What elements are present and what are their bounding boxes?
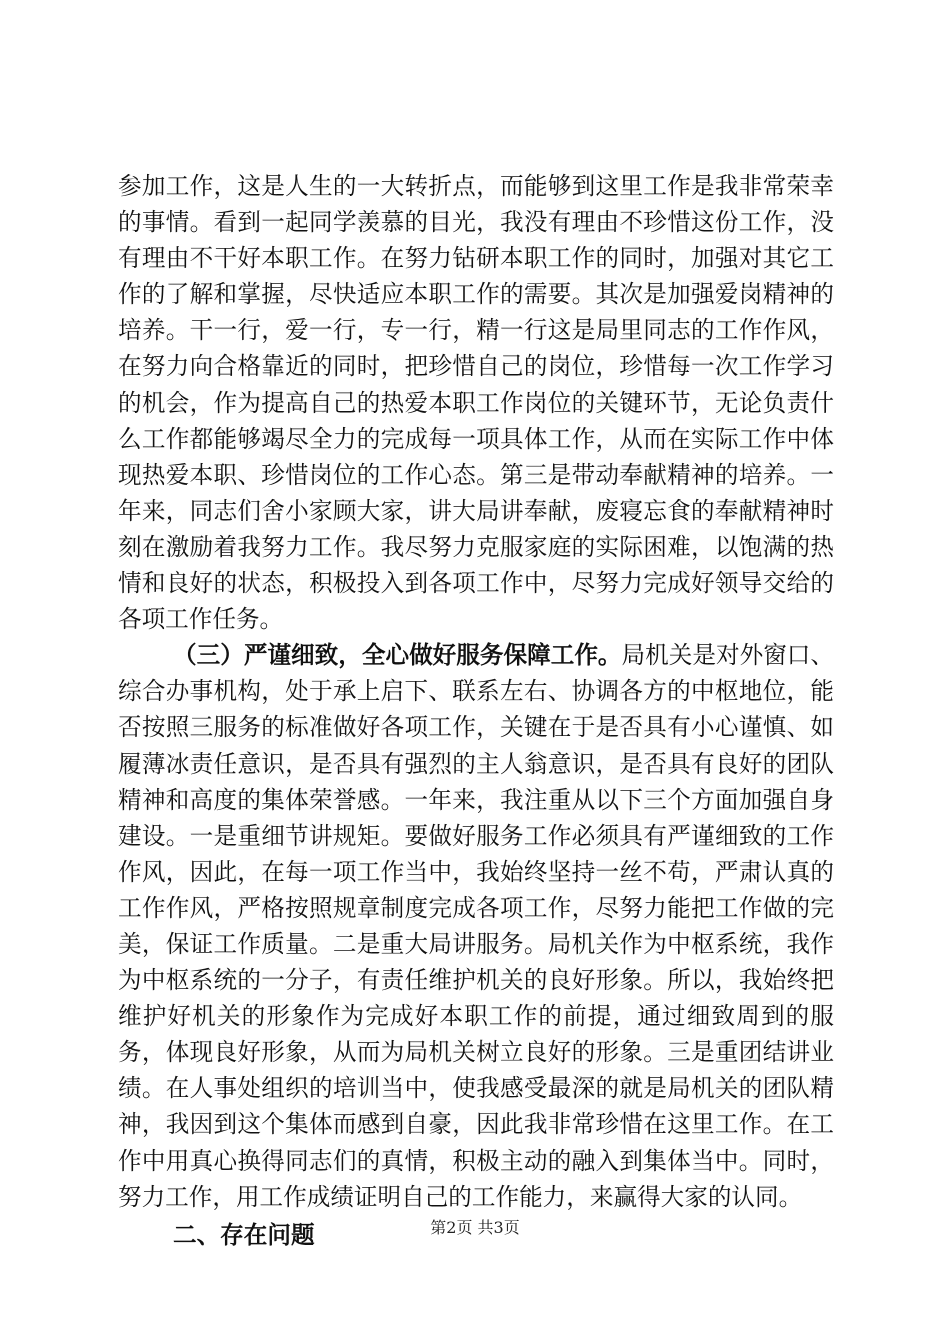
paragraph-text: 参加工作，这是人生的一大转折点，而能够到这里工作是我非常荣幸的事情。看到一起同学羡慕的目光，我没有理由不珍惜这份工作，没有理由不干好本职工作。在努力钻研本职工作的同时，加强对其它工作的了解和掌握，尽快适应本职工作的需要。其次是加强爱岗精神的培养。干一行，爱一行，专一行，精一行这是局里同志的工作作风，在努力向合格靠近的同时，把珍惜自己的岗位，珍惜每一次工作学习的机会，作为提高自己的热爱本职工作岗位的关键环节，无论负责什么工作都能够竭尽全力的完成每一项具体工作，从而在实际工作中体现热爱本职、珍惜岗位的工作心态。第三是带动奉献精神的培养。一年来，同志们舍小家顾大家，讲大局讲奉献，废寝忘食的奉献精神时刻在激励着我努力工作。我尽努力克服家庭的实际困难，以饱满的热情和良好的状态，积极投入到各项工作中，尽努力完成好领导交给的各项工作任务。 [118, 172, 834, 634]
page-number-label: 第2页 共3页 [430, 1218, 520, 1237]
document-body [118, 168, 834, 1255]
paragraph-text: 局机关是对外窗口、综合办事机构，处于承上启下、联系左右、协调各方的中枢地位，能否按照三服务的标准做好各项工作，关键在于是否具有小心谨慎、如履薄冰责任意识，是否具有强烈的主人翁意识，是否具有良好的团队精神和高度的集体荣誉感。一年来，我注重从以下三个方面加强自身建设。一是重细节讲规矩。要做好服务工作必须具有严谨细致的工作作风，因此，在每一项工作当中，我始终坚持一丝不苟，严肃认真的工作作风，严格按照规章制度完成各项工作，尽努力能把工作做的完美，保证工作质量。二是重大局讲服务。局机关作为中枢系统，我作为中枢系统的一分子，有责任维护机关的良好形象。所以，我始终把维护好机关的形象作为完成好本职工作的前提，通过细致周到的服务，体现良好形象，从而为局机关树立良好的形象。三是重团结讲业绩。在人事处组织的培训当中，使我感受最深的就是局机关的团队精神，我因到这个集体而感到自豪，因此我非常珍惜在这里工作。在工作中用真心换得同志们的真情，积极主动的融入到集体当中。同时，努力工作，用工作成绩证明自己的工作能力，来赢得大家的认同。 [118, 641, 835, 1211]
paragraph-continuation [118, 168, 834, 637]
paragraph-lead-heading: （三）严谨细致，全心做好服务保障工作。 [173, 641, 622, 670]
page-footer [0, 1218, 950, 1238]
section-heading-problems: 二、存在问题 [173, 1220, 315, 1249]
paragraph-service-guarantee [118, 637, 834, 1215]
